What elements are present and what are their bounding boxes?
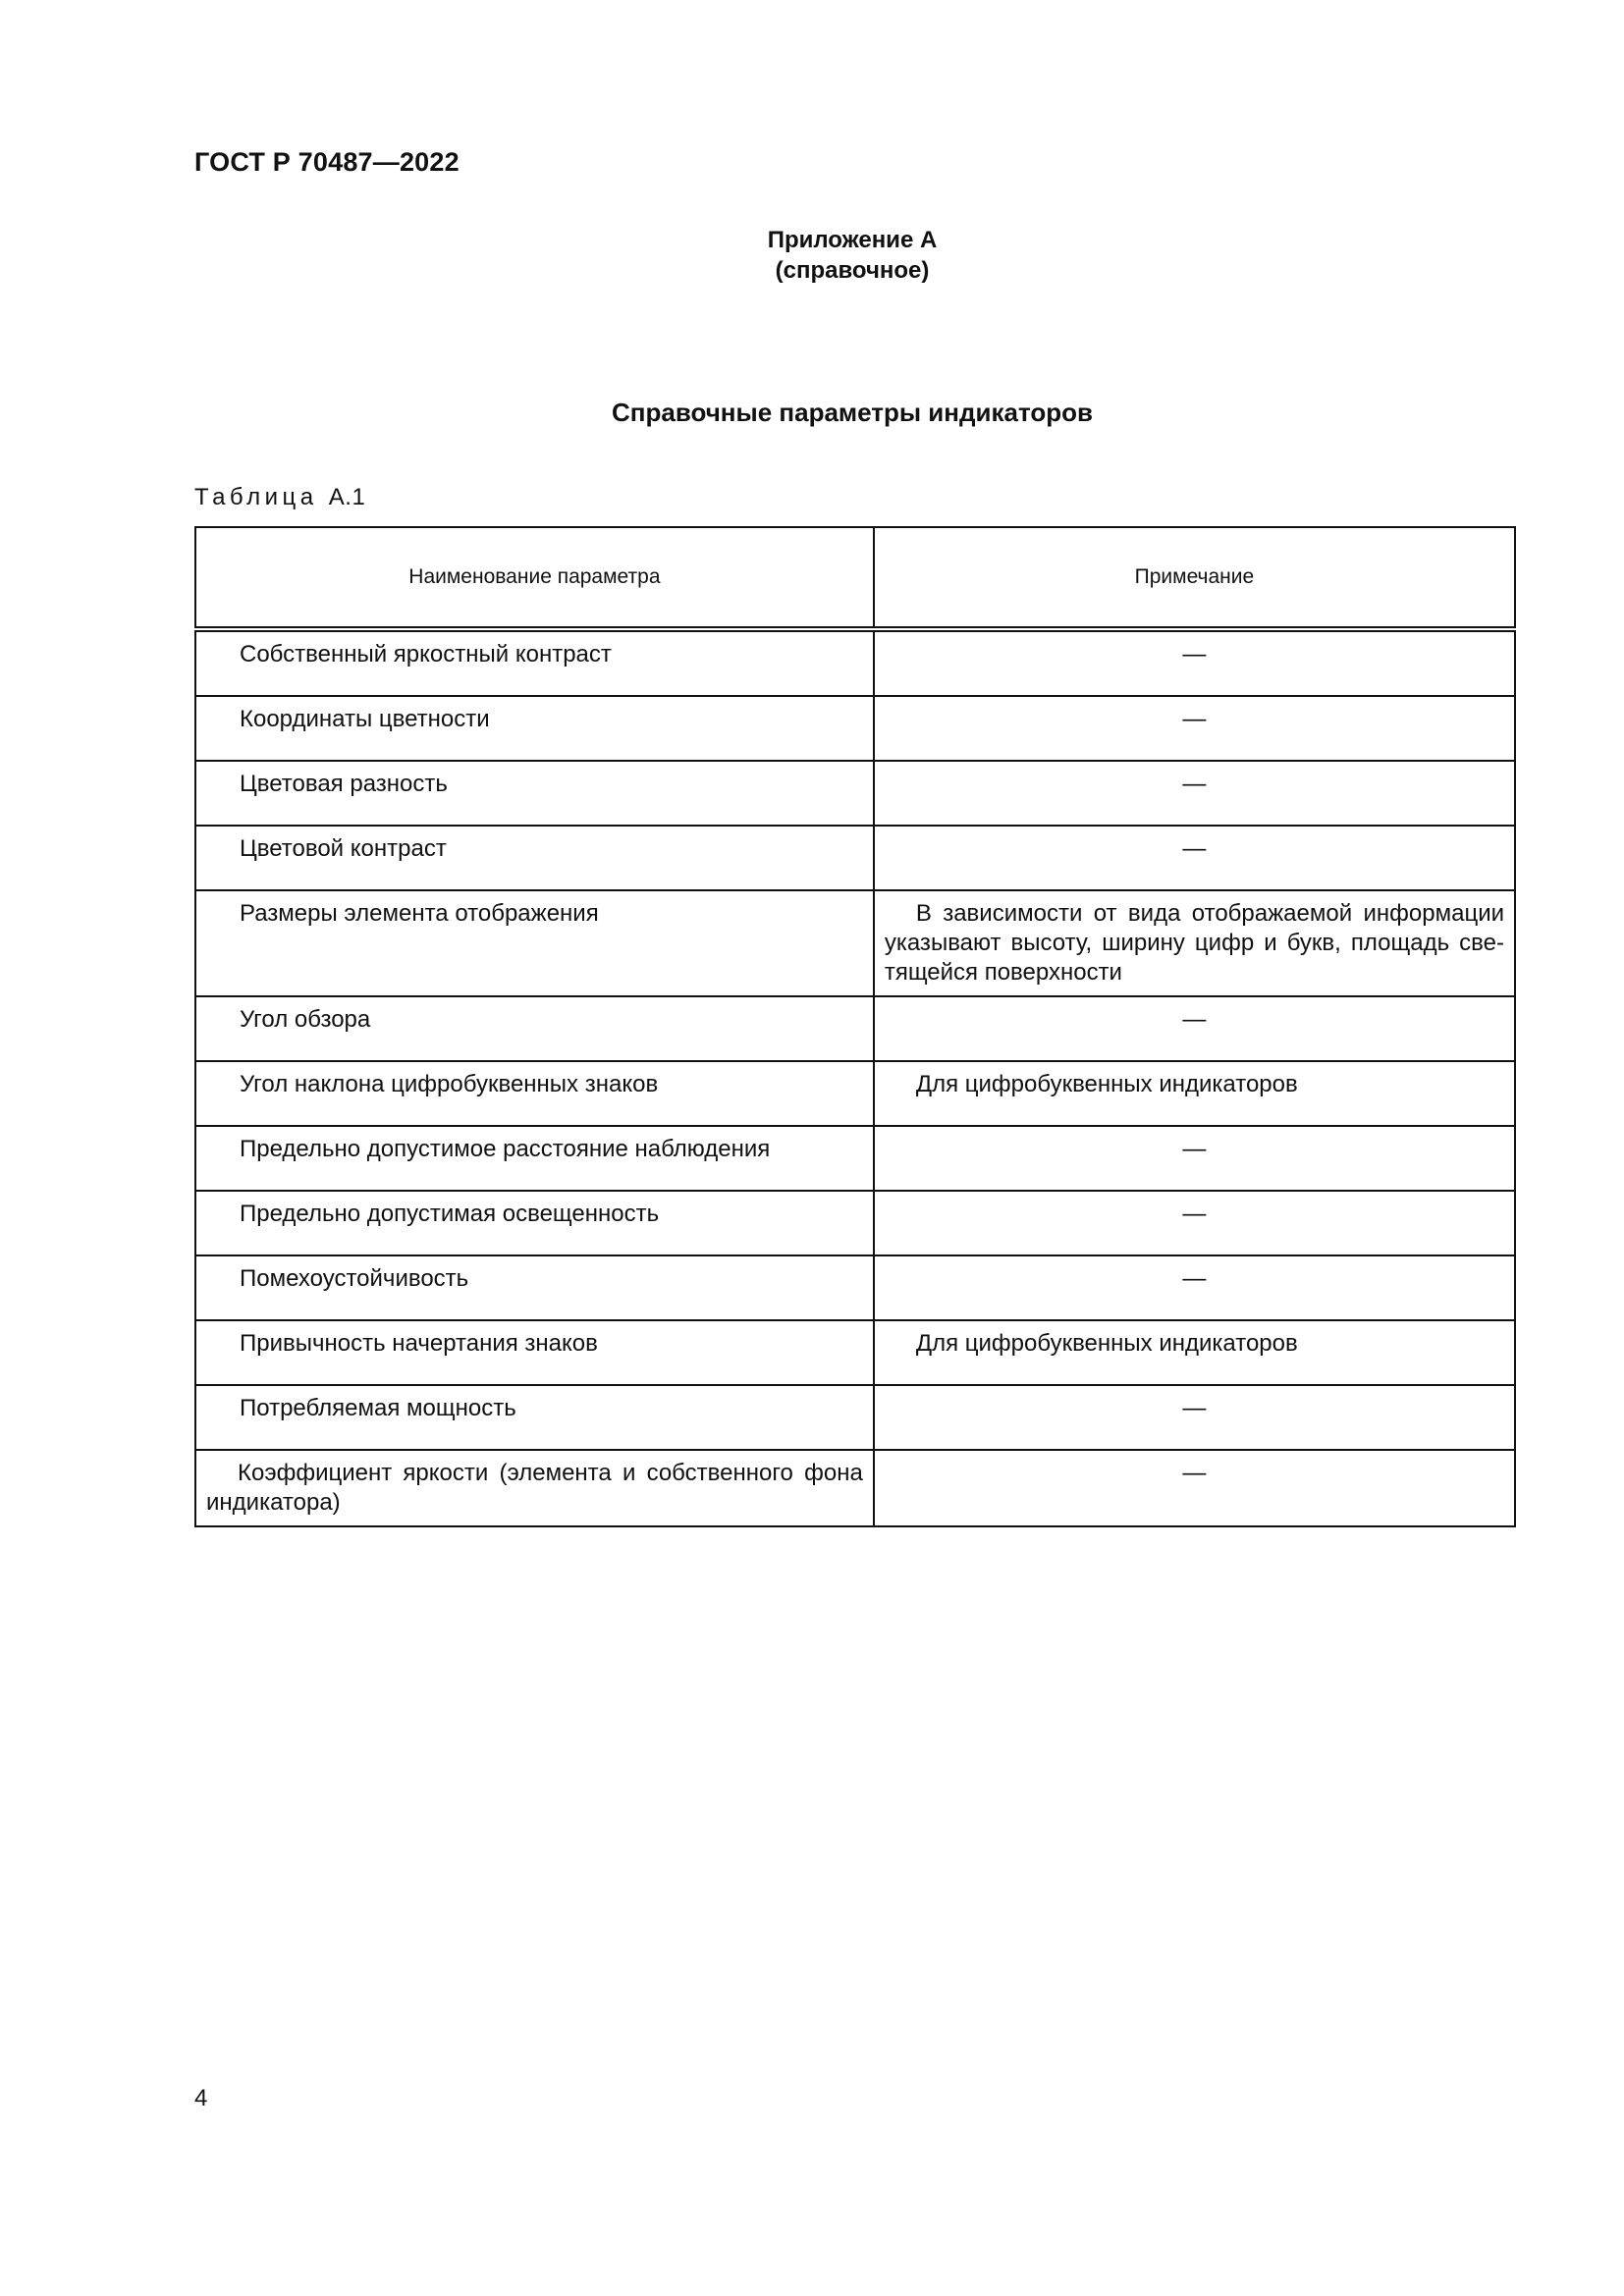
- column-header-parameter: Наименование параметра: [195, 527, 874, 629]
- parameter-name: Угол наклона цифробуквенных знаков: [195, 1061, 874, 1126]
- table-caption-number: А.1: [328, 484, 366, 510]
- parameter-note: Для цифробуквенных индикаторов: [874, 1320, 1515, 1385]
- table-row: [195, 1385, 1515, 1450]
- parameter-note: —: [874, 696, 1515, 761]
- page-number: 4: [194, 2085, 208, 2111]
- parameter-name: Помехоустойчивость: [195, 1255, 874, 1320]
- parameter-name: Цветовой контраст: [195, 826, 874, 890]
- parameter-name: Предельно допустимая освещенность: [195, 1191, 874, 1255]
- parameter-note: —: [874, 1255, 1515, 1320]
- parameter-name: Цветовая разность: [195, 761, 874, 826]
- section-title: Справочные параметры индикаторов: [612, 398, 1093, 427]
- parameter-note: —: [874, 761, 1515, 826]
- parameter-name: Координаты цветности: [195, 696, 874, 761]
- table-row: [195, 826, 1515, 890]
- parameter-note: —: [874, 1450, 1515, 1526]
- parameter-name: Предельно допустимое расстояние наблюдения: [195, 1126, 874, 1191]
- table-header-row: [195, 527, 1515, 629]
- parameter-note: —: [874, 1126, 1515, 1191]
- parameter-note: В зависимости от вида отображаемой информации указывают высоту, ширину цифр и букв, площадь све-тящейся поверхности: [874, 890, 1515, 996]
- parameter-note: —: [874, 1385, 1515, 1450]
- parameter-name: Размеры элемента отображения: [195, 890, 874, 996]
- table-row: [195, 1191, 1515, 1255]
- parameter-note: Для цифробуквенных индикаторов: [874, 1061, 1515, 1126]
- parameter-note: —: [874, 629, 1515, 696]
- parameter-name: Потребляемая мощность: [195, 1385, 874, 1450]
- document-code: ГОСТ Р 70487—2022: [194, 147, 460, 177]
- table-row: [195, 1320, 1515, 1385]
- parameter-note: —: [874, 996, 1515, 1061]
- table-caption: [194, 484, 365, 511]
- table-row: [195, 890, 1515, 996]
- table-row: [195, 696, 1515, 761]
- table-caption-word: Таблица: [194, 484, 318, 510]
- table-row: [195, 1126, 1515, 1191]
- parameter-name: Собственный яркостный контраст: [195, 629, 874, 696]
- table-row: [195, 996, 1515, 1061]
- parameters-table: [194, 526, 1516, 1527]
- parameter-name: Привычность начертания знаков: [195, 1320, 874, 1385]
- parameter-note: —: [874, 826, 1515, 890]
- parameter-name: Коэффициент яркости (элемента и собственного фона индикатора): [195, 1450, 874, 1526]
- appendix-kind: (справочное): [775, 257, 930, 284]
- parameter-name: Угол обзора: [195, 996, 874, 1061]
- table-row: [195, 629, 1515, 696]
- table-row: [195, 761, 1515, 826]
- table-row: [195, 1450, 1515, 1526]
- column-header-note: Примечание: [874, 527, 1515, 629]
- appendix-title: Приложение А: [767, 227, 938, 253]
- parameter-note: —: [874, 1191, 1515, 1255]
- table-row: [195, 1255, 1515, 1320]
- table-row: [195, 1061, 1515, 1126]
